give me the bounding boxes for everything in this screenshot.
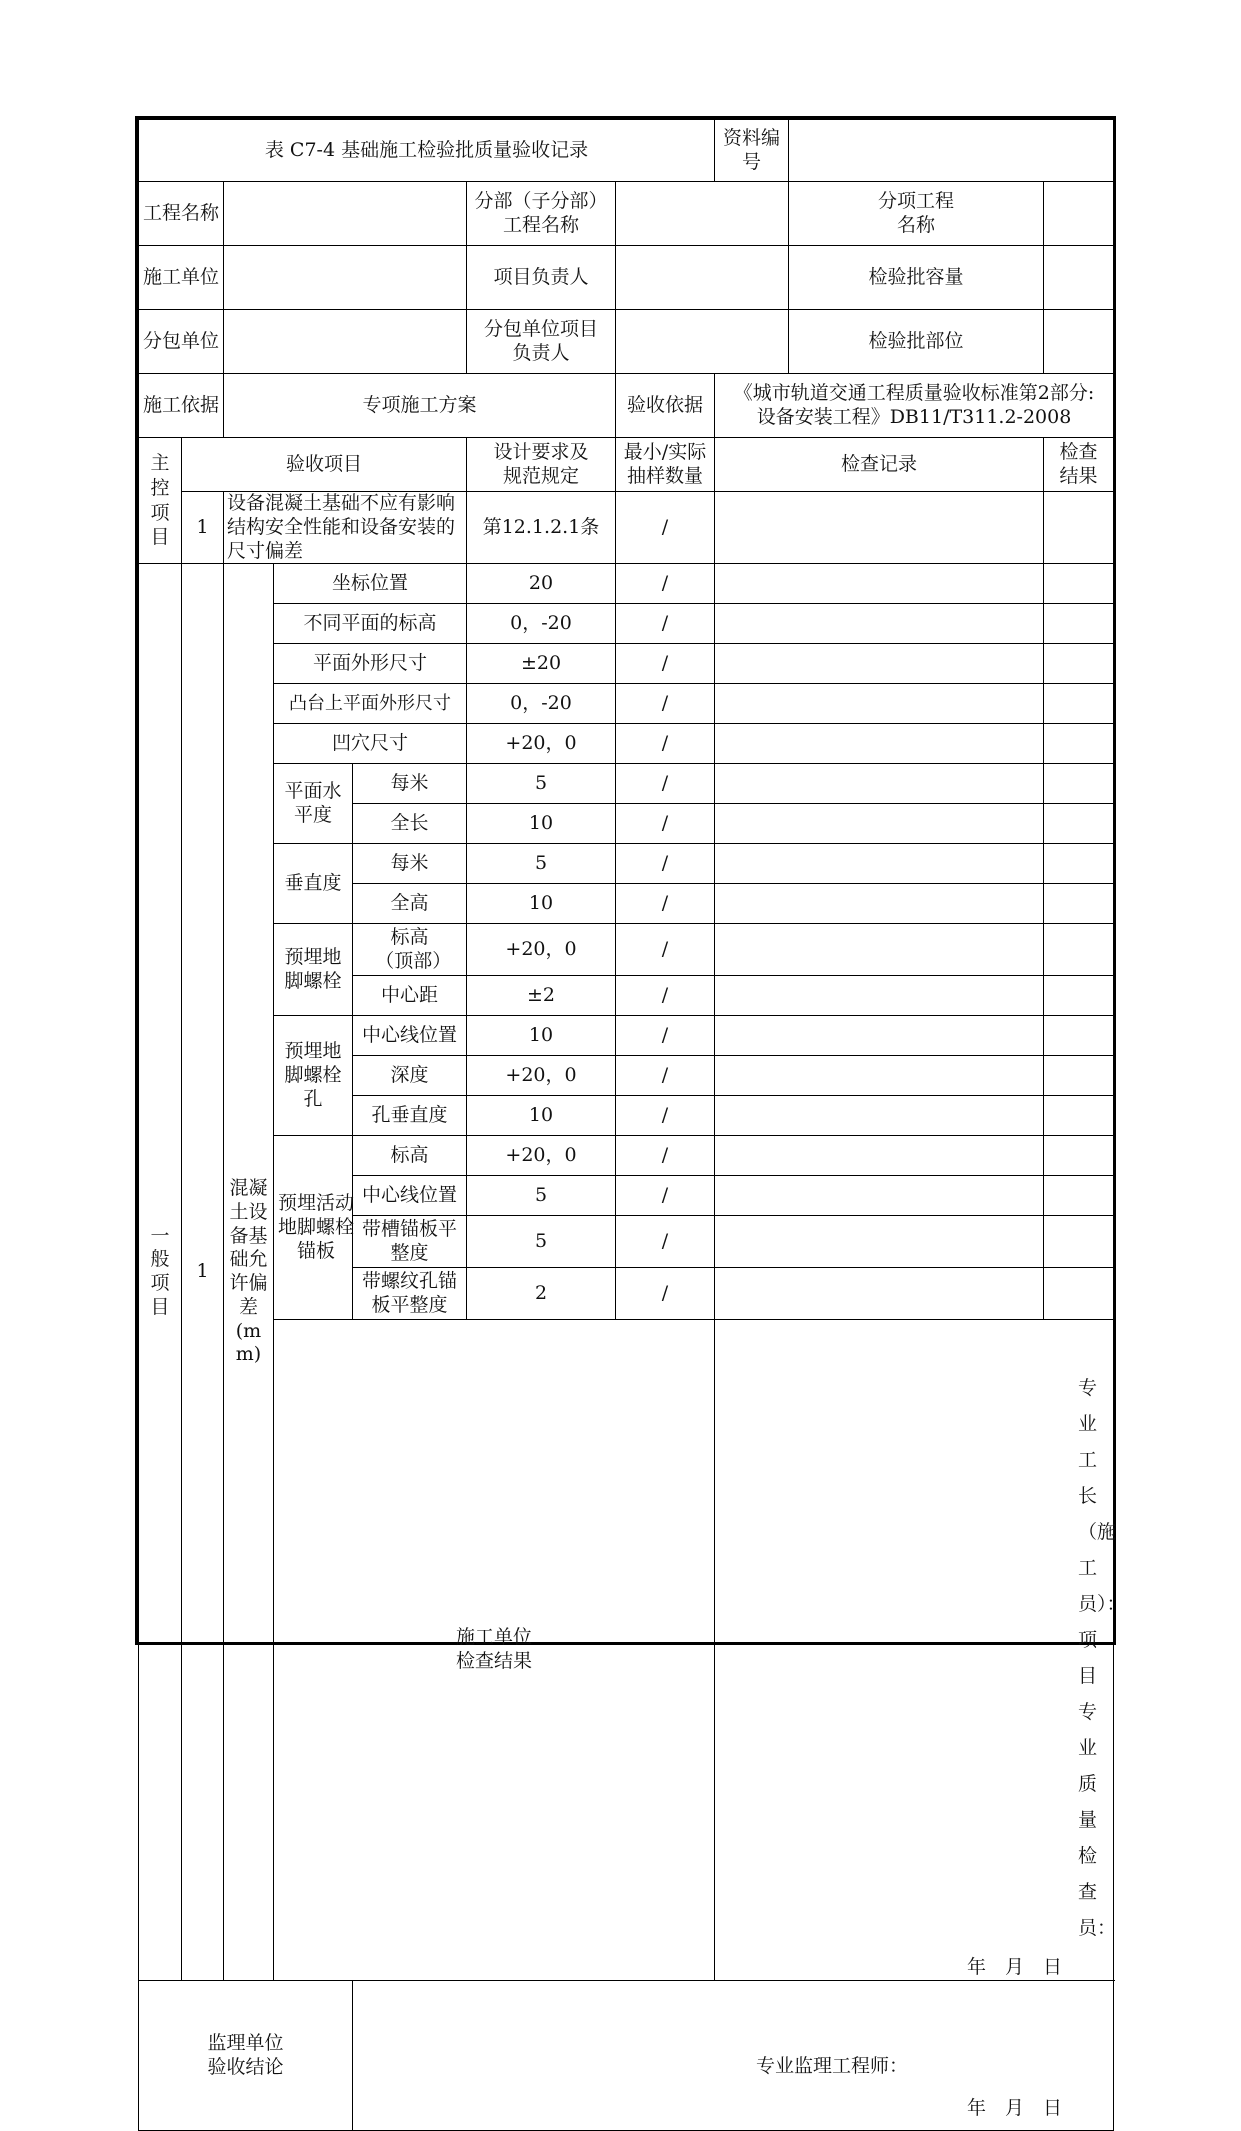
row-item: 坐标位置 xyxy=(274,564,467,604)
row-item: 中心线位置 xyxy=(353,1016,467,1056)
row-sample[interactable]: / xyxy=(616,1216,715,1268)
project-name-field[interactable] xyxy=(224,182,467,246)
row-record[interactable] xyxy=(715,1216,1044,1268)
table-row xyxy=(139,764,1114,804)
row-item: 中心线位置 xyxy=(353,1176,467,1216)
table-row xyxy=(139,564,1114,604)
form-title: 表 C7-4 基础施工检验批质量验收记录 xyxy=(139,120,715,182)
item-name-label xyxy=(789,182,1044,246)
inspection-record-form xyxy=(135,116,1126,2119)
row-sample[interactable]: / xyxy=(616,764,715,804)
row-record[interactable] xyxy=(715,1176,1044,1216)
row-sample[interactable]: / xyxy=(616,1096,715,1136)
row-result[interactable] xyxy=(1044,604,1114,644)
row-record[interactable] xyxy=(715,924,1044,976)
supervisor-check-date: 年 月 日 xyxy=(967,2096,1063,2119)
main-control-no: 1 xyxy=(182,492,224,564)
inspector-signature-label: 项目专业质量检查员： xyxy=(1078,1629,1117,1940)
col-design-req-header xyxy=(467,438,616,492)
row-req: 10 xyxy=(467,1016,616,1056)
contractor-check-row xyxy=(139,1320,1114,1981)
contractor-check-signature-area[interactable] xyxy=(715,1320,1126,1981)
row-sample[interactable]: / xyxy=(616,1056,715,1096)
table-row xyxy=(139,1016,1114,1056)
supervisor-check-row xyxy=(139,1981,1114,2131)
row-req: 20 xyxy=(467,564,616,604)
acceptance-basis-label: 验收依据 xyxy=(616,374,715,438)
table-row xyxy=(139,1136,1114,1176)
foreman-signature-label: 专业工长（施工员）： xyxy=(1078,1377,1126,1616)
row-sample[interactable]: / xyxy=(616,844,715,884)
row-req: 10 xyxy=(467,804,616,844)
row-item: 凸台上平面外形尺寸 xyxy=(274,684,467,724)
subdivision-label-line2: 工程名称 xyxy=(502,213,579,236)
row-result[interactable] xyxy=(1044,1136,1114,1176)
row-result[interactable] xyxy=(1044,564,1114,604)
row-record[interactable] xyxy=(715,804,1044,844)
supervisor-check-label-line2: 验收结论 xyxy=(207,2055,284,2078)
row-req: 0，-20 xyxy=(467,684,616,724)
subgroup-label: 垂直度 xyxy=(274,844,353,924)
subcontractor-field[interactable] xyxy=(224,310,467,374)
row-record[interactable] xyxy=(715,1016,1044,1056)
row-result[interactable] xyxy=(1044,764,1114,804)
col-sample-header xyxy=(616,438,715,492)
record-table xyxy=(138,119,1126,2131)
subdivision-label-line1: 分部（子分部） xyxy=(474,189,608,212)
col-record-header: 检查记录 xyxy=(715,438,1044,492)
general-group-label-text: 混凝土设备基础允许偏差(mm) xyxy=(229,1177,268,1366)
row-result[interactable] xyxy=(1044,1056,1114,1096)
row-sample[interactable]: / xyxy=(616,564,715,604)
contractor-check-label-line1: 施工单位 xyxy=(456,1626,533,1649)
main-control-result[interactable] xyxy=(1044,492,1114,564)
row-record[interactable] xyxy=(715,724,1044,764)
row-req: 10 xyxy=(467,1096,616,1136)
row-req: 0，-20 xyxy=(467,604,616,644)
row-sample[interactable]: / xyxy=(616,1268,715,1320)
row-sample[interactable]: / xyxy=(616,804,715,844)
col-result-line1: 检查 xyxy=(1059,440,1098,463)
row-item: 中心距 xyxy=(353,976,467,1016)
row-item: 全长 xyxy=(353,804,467,844)
row-result[interactable] xyxy=(1044,976,1114,1016)
item-name-field[interactable] xyxy=(1044,182,1114,246)
col-result-line2: 结果 xyxy=(1059,464,1098,487)
row-item: 凹穴尺寸 xyxy=(274,724,467,764)
row-result[interactable] xyxy=(1044,844,1114,884)
row-req: +20，0 xyxy=(467,1056,616,1096)
row-item-text: 带螺纹孔锚板平整度 xyxy=(361,1270,457,1316)
table-row xyxy=(139,644,1114,684)
row-sample[interactable]: / xyxy=(616,924,715,976)
doc-no-label: 资料编号 xyxy=(715,120,789,182)
sub-lead-label-line1: 分包单位项目 xyxy=(483,317,598,340)
subgroup-label-text: 预埋地脚螺栓 xyxy=(284,946,342,992)
supervisor-check-label-line1: 监理单位 xyxy=(207,2031,284,2054)
item-name-label-line1: 分项工程 xyxy=(878,189,955,212)
row-result[interactable] xyxy=(1044,1268,1114,1320)
row-item: 每米 xyxy=(353,764,467,804)
col-design-req-line2: 规范规定 xyxy=(502,464,579,487)
row-item: 孔垂直度 xyxy=(353,1096,467,1136)
row-result[interactable] xyxy=(1044,644,1114,684)
general-items-no: 1 xyxy=(182,564,224,1981)
sub-lead-label-line2: 负责人 xyxy=(512,341,570,364)
table-row xyxy=(139,724,1114,764)
subdivision-label xyxy=(467,182,616,246)
row-result[interactable] xyxy=(1044,684,1114,724)
row-record[interactable] xyxy=(715,644,1044,684)
general-group-label xyxy=(224,564,274,1981)
main-control-label xyxy=(139,438,182,564)
basis-value: 专项施工方案 xyxy=(224,374,616,438)
row-req: 5 xyxy=(467,764,616,804)
contractor-check-label xyxy=(274,1320,715,1981)
row-result[interactable] xyxy=(1044,1176,1114,1216)
row-req: ±20 xyxy=(467,644,616,684)
row-result[interactable] xyxy=(1044,1096,1114,1136)
row-result[interactable] xyxy=(1044,724,1114,764)
row-record[interactable] xyxy=(715,604,1044,644)
row-item xyxy=(353,924,467,976)
contractor-field[interactable] xyxy=(224,246,467,310)
col-sample-line2: 抽样数量 xyxy=(627,464,704,487)
general-items-label xyxy=(139,564,182,1981)
row-record[interactable] xyxy=(715,844,1044,884)
row-item: 全高 xyxy=(353,884,467,924)
row-record[interactable] xyxy=(715,976,1044,1016)
acceptance-basis-line1: 《城市轨道交通工程质量验收标准第2部分: xyxy=(733,381,1095,404)
row-sample[interactable]: / xyxy=(616,884,715,924)
project-lead-field[interactable] xyxy=(616,246,789,310)
contractor-label: 施工单位 xyxy=(139,246,224,310)
row-sample[interactable]: / xyxy=(616,1016,715,1056)
acceptance-basis-line2: 设备安装工程》DB11/T311.2-2008 xyxy=(756,405,1072,428)
row-req: +20，0 xyxy=(467,724,616,764)
supervisor-signature-label: 专业监理工程师： xyxy=(756,2055,909,2077)
row-req: +20，0 xyxy=(467,924,616,976)
row-result[interactable] xyxy=(1044,884,1114,924)
row-item: 平面外形尺寸 xyxy=(274,644,467,684)
project-lead-label: 项目负责人 xyxy=(467,246,616,310)
contractor-check-label-line2: 检查结果 xyxy=(456,1650,533,1673)
row-sample[interactable]: / xyxy=(616,1136,715,1176)
main-control-label-text: 主控项目 xyxy=(150,452,170,549)
col-item-header: 验收项目 xyxy=(182,438,467,492)
item-name-label-line2: 名称 xyxy=(897,213,936,236)
row-item: 不同平面的标高 xyxy=(274,604,467,644)
row-sample[interactable]: / xyxy=(616,604,715,644)
acceptance-basis-value xyxy=(715,374,1114,438)
row-sample[interactable]: / xyxy=(616,1176,715,1216)
project-name-label: 工程名称 xyxy=(139,182,224,246)
row-record[interactable] xyxy=(715,884,1044,924)
row-req: 5 xyxy=(467,844,616,884)
col-result-header xyxy=(1044,438,1114,492)
row-sample[interactable]: / xyxy=(616,976,715,1016)
row-req: 5 xyxy=(467,1176,616,1216)
sub-lead-label xyxy=(467,310,616,374)
subcontractor-label: 分包单位 xyxy=(139,310,224,374)
main-control-sample[interactable]: / xyxy=(616,492,715,564)
row-item-text: 标高（顶部） xyxy=(375,926,452,972)
row-record[interactable] xyxy=(715,1096,1044,1136)
col-sample-line1: 最小/实际 xyxy=(623,440,707,463)
row-record[interactable] xyxy=(715,1056,1044,1096)
row-item xyxy=(353,1216,467,1268)
row-sample[interactable]: / xyxy=(616,724,715,764)
table-row xyxy=(139,684,1114,724)
general-items-label-text: 一般项目 xyxy=(150,1224,170,1318)
table-row xyxy=(139,604,1114,644)
row-result[interactable] xyxy=(1044,924,1114,976)
row-item: 深度 xyxy=(353,1056,467,1096)
table-row xyxy=(139,844,1114,884)
row-req: +20，0 xyxy=(467,1136,616,1176)
row-record[interactable] xyxy=(715,1136,1044,1176)
subgroup-label xyxy=(274,1136,353,1320)
subgroup-label-text: 预埋活动地脚螺栓锚板 xyxy=(277,1192,354,1262)
row-result[interactable] xyxy=(1044,804,1114,844)
row-result[interactable] xyxy=(1044,1016,1114,1056)
subdivision-field[interactable] xyxy=(616,182,789,246)
table-row xyxy=(139,924,1114,976)
doc-no-field[interactable] xyxy=(789,120,1114,182)
row-record[interactable] xyxy=(715,684,1044,724)
row-sample[interactable]: / xyxy=(616,684,715,724)
batch-part-field[interactable] xyxy=(1044,310,1114,374)
main-control-record[interactable] xyxy=(715,492,1044,564)
subgroup-label-text: 平面水平度 xyxy=(284,780,342,826)
row-req: 2 xyxy=(467,1268,616,1320)
row-req: 5 xyxy=(467,1216,616,1268)
batch-part-label: 检验批部位 xyxy=(789,310,1044,374)
subgroup-label xyxy=(274,1016,353,1136)
batch-capacity-label: 检验批容量 xyxy=(789,246,1044,310)
contractor-check-date: 年 月 日 xyxy=(967,1956,1063,1979)
main-control-req: 第12.1.2.1条 xyxy=(467,492,616,564)
row-item: 每米 xyxy=(353,844,467,884)
row-item: 标高 xyxy=(353,1136,467,1176)
subgroup-label-text: 预埋地脚螺栓孔 xyxy=(284,1040,342,1110)
subgroup-label xyxy=(274,924,353,1016)
row-item-text: 带槽锚板平整度 xyxy=(361,1218,457,1264)
row-result[interactable] xyxy=(1044,1216,1114,1268)
row-record[interactable] xyxy=(715,1268,1044,1320)
main-control-text: 设备混凝土基础不应有影响结构安全性能和设备安装的尺寸偏差 xyxy=(224,492,467,564)
supervisor-check-signature-area[interactable] xyxy=(353,1981,1114,2131)
batch-capacity-field[interactable] xyxy=(1044,246,1114,310)
row-req: ±2 xyxy=(467,976,616,1016)
row-record[interactable] xyxy=(715,764,1044,804)
col-design-req-line1: 设计要求及 xyxy=(493,440,589,463)
supervisor-check-label xyxy=(139,1981,353,2131)
row-item xyxy=(353,1268,467,1320)
basis-label: 施工依据 xyxy=(139,374,224,438)
row-record[interactable] xyxy=(715,564,1044,604)
sub-lead-field[interactable] xyxy=(616,310,789,374)
row-req: 10 xyxy=(467,884,616,924)
row-sample[interactable]: / xyxy=(616,644,715,684)
main-control-row xyxy=(139,492,1114,564)
subgroup-label xyxy=(274,764,353,844)
